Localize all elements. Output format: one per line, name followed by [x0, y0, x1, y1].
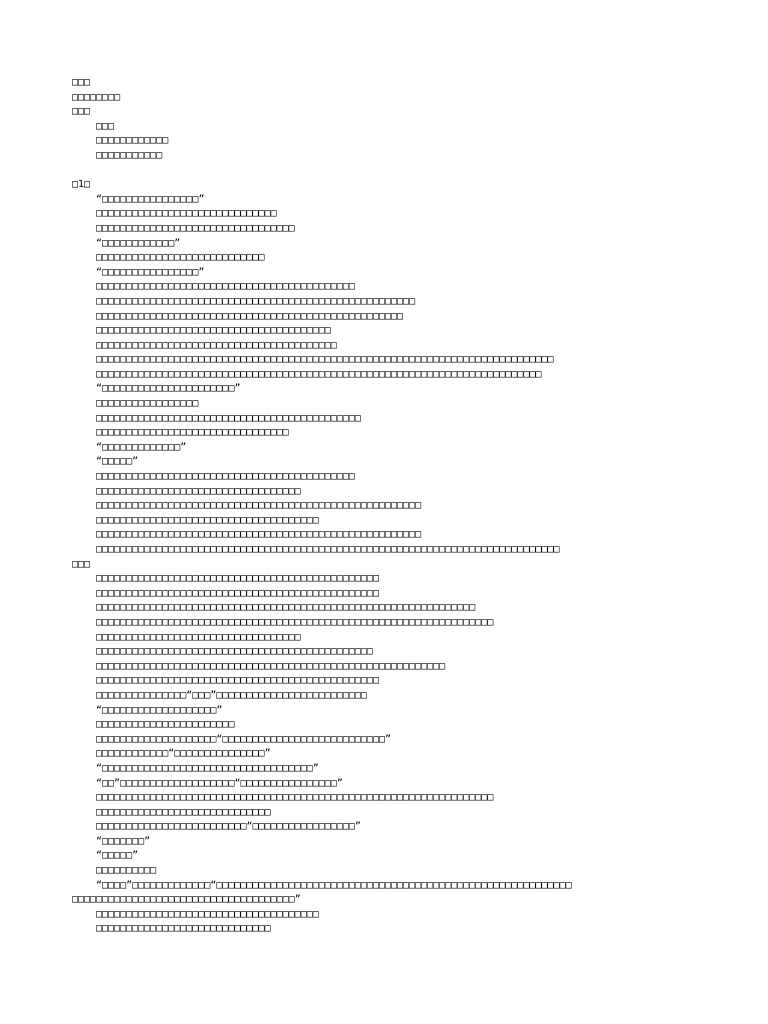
- text-line: □□□□□□□□□□□□□□□□□□□□□□□□□□□□□□□□□□□□□□□□□□□□□□□□□□□□□□□□□□□□□□□: [96, 602, 476, 614]
- text-line: □□□□□□□□□□□□□□□□□□□□□□□□□“□□□□□□□□□□□□□□□□□”: [96, 821, 361, 833]
- text-line: □□□: [96, 120, 115, 132]
- text-line: □□□□□□□□□□□□□□□□□□□□□□□□□□□□□□□□□□□□□□□□□□□□: [96, 412, 361, 424]
- text-line: “□□□□□□□”: [96, 835, 151, 847]
- text-line: □□□□□□□□□□□□□□□□□□□□□□□□□□□□□: [96, 923, 271, 935]
- text-line: □□□□□□□□□□□□□□□□□□□□□□□□□□□□□: [96, 806, 271, 818]
- text-line: “□□□□□”: [96, 850, 139, 862]
- text-line: □□□□□□□□□□□□□□□□□□□□□□□□□□□□□□□□□□□□□: [96, 908, 319, 920]
- text-line: □□□: [72, 558, 91, 570]
- text-line: “□□□□□□□□□□□□□□□□□□□□□□”: [96, 383, 241, 395]
- text-line: “□□□□□□□□□□□□□□□□”: [96, 266, 205, 278]
- text-line: □□□□□□□□□□□□□□□□□□□□□□□□□□□□: [96, 252, 265, 264]
- text-line: □□□□□□□□□□□□□□□□□□□□□□□□□□□□□□□□□□□□□□□: [96, 325, 331, 337]
- text-line: □□□□□□□□□□□□□□□□□□□□□□□□□□□□□□□□□□□□□□□□□□□□□□: [96, 646, 373, 658]
- text-line: “□□□□□□□□□□□□□□□□”: [96, 193, 205, 205]
- document-page: [72, 76, 712, 937]
- text-line: □□□□□□□□□□□□□□□“□□□”□□□□□□□□□□□□□□□□□□□□□□□□□: [96, 689, 367, 701]
- text-line: “□□”□□□□□□□□□□□□□□□□□□□“□□□□□□□□□□□□□□□□”: [96, 777, 343, 789]
- text-line: □□□□□□□□□□□□□□□□□□□□□□□□□□□□□□□□□□□□□□□□□□□□□□□□□□□□□□□□□□□□□□□□□□□□□□□□□□□□: [96, 354, 554, 366]
- text-line: □□□□□□□□□□□□□□□□□□□□□□□□□□□□□□□□□□: [96, 631, 301, 643]
- text-line: “□□□□□□□□□□□□□□□□□□□□□□□□□□□□□□□□□□□”: [96, 762, 319, 774]
- text-line: □□□□□□□□□□□□□□□□□□□□□□□□□□□□□□□□□□□□□□□□□□□: [96, 471, 355, 483]
- text-line: □□□□□□□□□□□□□□□□□□□□□□□□□□□□□□: [96, 208, 277, 220]
- text-line: “□□□□□□□□□□□□□”: [96, 441, 187, 453]
- text-line: □□□□□□□□□□□□□□□□□□□□□□□□□□□□□□□□□□□□□□□□□□□□□□□□□□□□□□□□□□: [96, 660, 446, 672]
- text-line: □□□□□□□□□□□: [96, 149, 163, 161]
- text-line: □□□□□□□□: [72, 91, 121, 103]
- text-line: “□□□□”□□□□□□□□□□□□□“□□□□□□□□□□□□□□□□□□□□□□□□□□□□□□□□□□□□□□□□□□□□□□□□□□□□□□□□□□□: [96, 879, 572, 891]
- text-line: □□□□□□□□□□□□□□□□□□□□□□□□□□□□□□□□□□□□□□□□□□□□□□□□□□□□□□□□□□□□□□□□□□□□□□□□□□□□□: [96, 544, 560, 555]
- text-line: □□□□□□□□□□□□: [96, 135, 169, 147]
- text-line: □□□□□□□□□□□□□□□□□□□□□□□□□□□□□□□□□□□□□: [96, 514, 319, 526]
- text-line: “□□□□□”: [96, 456, 139, 468]
- text-line: □□□□□□□□□□□□□□□□□□□□□□□□□□□□□□□□□□□□□□□□□□□: [96, 281, 355, 293]
- text-line: □□□□□□□□□□□□□□□□□□□□□□□□□□□□□□□□□□□□□□□□□□□□□□□□□□□□□: [96, 295, 416, 307]
- text-line: □□□□□□□□□□: [96, 865, 157, 877]
- text-line: □□□□□□□□□□□□□□□□□□□□□□□□□□□□□□□□: [96, 427, 289, 439]
- text-line: □□□□□□□□□□□□□□□□□□□□□□□□□□□□□□□□□□□□□□□□□□□□□□□□□□□□□□□□□□□□□□□□□□□□□□□□□□: [96, 368, 542, 380]
- text-line: □□□□□□□□□□□□□□□□□□□□“□□□□□□□□□□□□□□□□□□□□□□□□□□□”: [96, 733, 392, 745]
- text-line: □□□□□□□□□□□□□□□□□□□□□□□□□□□□□□□□□□□□□□□□□□□□□□□□□□□: [96, 310, 404, 322]
- text-line: □□□□□□□□□□□□□□□□□□□□□□□□□□□□□□□□□□□□□□□□□□□□□□□: [96, 587, 379, 599]
- text-line: □□□□□□□□□□□□□□□□□□□□□□□□□□□□□□□□□□□□□□□□: [96, 339, 337, 351]
- text-line: □□□: [72, 106, 91, 118]
- text-line: □□□□□□□□□□□□□□□□□□□□□□□□□□□□□□□□□□□□□□□□□□□□□□□□□□□□□□□□□□□□□□□□□□: [96, 792, 494, 804]
- text-line: □□□: [72, 77, 91, 88]
- blank-line: [72, 164, 712, 179]
- text-line: □□□□□□□□□□□□□□□□□□□□□□□: [96, 719, 235, 731]
- text-line: □□□□□□□□□□□□□□□□□□□□□□□□□□□□□□□□□□□□□”: [72, 894, 301, 906]
- text-line: “□□□□□□□□□□□□□□□□□□□”: [96, 704, 223, 716]
- text-line: □□□□□□□□□□□□□□□□□□□□□□□□□□□□□□□□□□□□□□□□□□□□□□□□□□□□□□□□□□□□□□□□□□: [96, 616, 494, 628]
- text-line: □□□□□□□□□□□□□□□□□: [96, 398, 199, 410]
- text-line: □□□□□□□□□□□□□□□□□□□□□□□□□□□□□□□□□□□□□□□□□□□□□□□: [96, 675, 379, 687]
- text-line: □□□□□□□□□□□□□□□□□□□□□□□□□□□□□□□□□□□□□□□□□□□□□□□□□□□□□□: [96, 529, 422, 541]
- text-line: □□□□□□□□□□□□□□□□□□□□□□□□□□□□□□□□□: [96, 222, 295, 234]
- text-line: □□□□□□□□□□□□□□□□□□□□□□□□□□□□□□□□□□: [96, 485, 301, 497]
- text-line: “□□□□□□□□□□□□”: [96, 237, 181, 249]
- text-line: □□□□□□□□□□□□□□□□□□□□□□□□□□□□□□□□□□□□□□□□□□□□□□□: [96, 573, 379, 585]
- text-line: □□□□□□□□□□□□□□□□□□□□□□□□□□□□□□□□□□□□□□□□□□□□□□□□□□□□□□: [96, 500, 422, 512]
- text-line: □□□□□□□□□□□□“□□□□□□□□□□□□□□□”: [96, 748, 271, 760]
- text-line: □1□: [72, 179, 91, 191]
